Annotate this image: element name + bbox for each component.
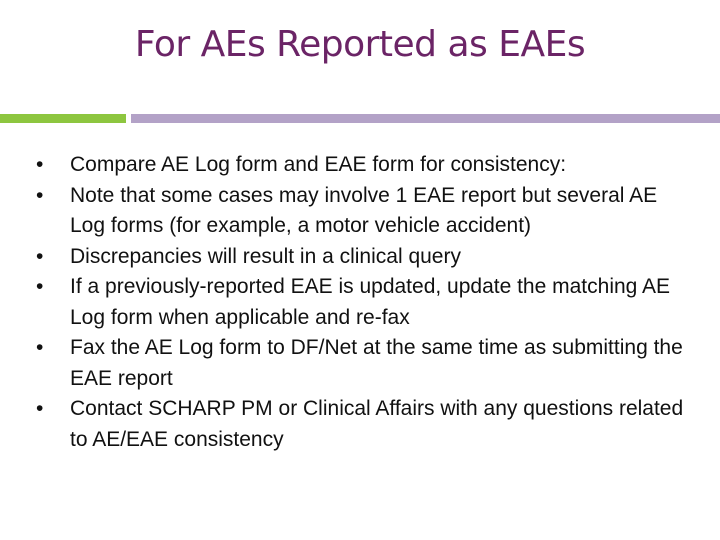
bullet-dot: •	[36, 397, 44, 420]
bullet-dot: •	[36, 183, 44, 207]
title-rule-green	[0, 114, 126, 123]
bullet-text: If a previously-reported EAE is updated, update the matching AE Log form when applicable and re-fax	[70, 275, 671, 329]
title-rule-purple	[131, 114, 720, 123]
bullet-text: Note that some cases may involve 1 EAE report but several AE Log forms (for example, a motor vehicle accident)	[70, 183, 658, 237]
bullet-item	[36, 394, 696, 455]
bullet-item	[36, 242, 696, 273]
bullet-dot: •	[36, 275, 44, 298]
bullet-list	[36, 150, 696, 455]
bullet-dot: •	[36, 244, 44, 268]
bullet-item	[36, 150, 696, 181]
bullet-dot: •	[36, 336, 44, 359]
bullet-dot: •	[36, 153, 44, 176]
bullet-text: Discrepancies will result in a clinical query	[70, 244, 461, 268]
bullet-text: Contact SCHARP PM or Clinical Affairs with any questions related to AE/EAE consistency	[70, 397, 684, 451]
slide-title: For AEs Reported as EAEs	[134, 24, 586, 65]
bullet-text: Fax the AE Log form to DF/Net at the same time as submitting the EAE report	[70, 336, 683, 390]
bullet-item	[36, 333, 696, 394]
bullet-item	[36, 181, 696, 242]
bullet-text: Compare AE Log form and EAE form for consistency:	[70, 153, 567, 176]
bullet-item	[36, 272, 696, 333]
